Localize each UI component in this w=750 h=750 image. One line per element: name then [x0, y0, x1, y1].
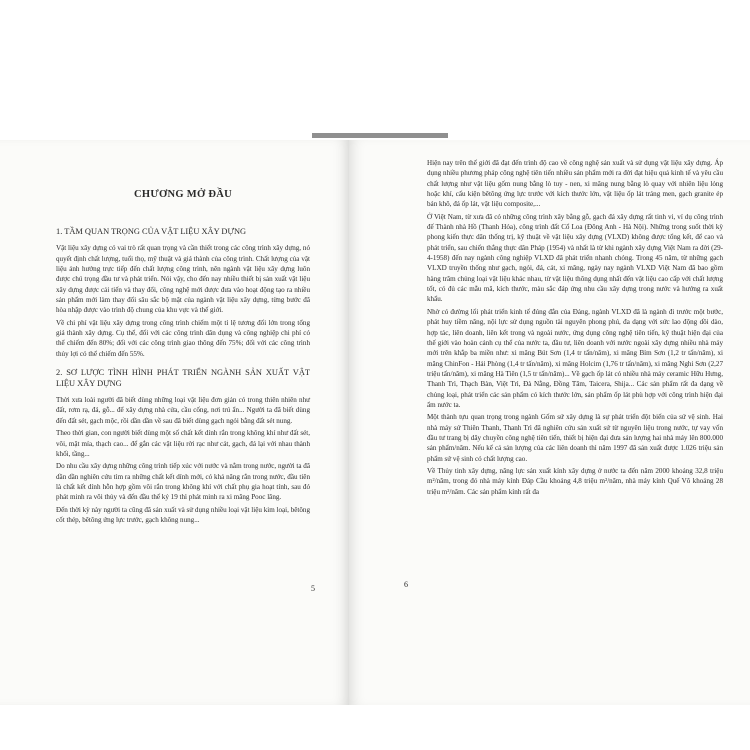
- paragraph: Do nhu cầu xây dựng những công trình tiếp xúc với nước và nằm trong nước, người ta đã dần dần nghiên cứu tìm ra những chất kết dính mới, có khả năng rắn trong nước, đầu tiên là chất kết dính hỗn hợp gồm vôi rắn trong không khí với chất phụ gia hoạt tính, sau đó phát minh ra vôi thủy và đến đầu thế kỷ 19 thì phát minh ra xi măng Pooc lăng.: [56, 462, 310, 502]
- chapter-title: CHƯƠNG MỞ ĐẦU: [134, 189, 232, 200]
- section1-heading: 1. TẦM QUAN TRỌNG CỦA VẬT LIỆU XÂY DỰNG: [56, 227, 247, 237]
- paragraph: Về chi phí vật liệu xây dựng trong công trình chiếm một tỉ lệ tương đối lớn trong tổng giá thành xây dựng. Cụ thể, đối với các công trình dân dụng và công nghiệp chi phí có thể chiếm đến 80%; đối với các công trình giao thông đến 75%; đối với các công trình thủy lợi có thể chiếm đến 55%.: [56, 318, 310, 358]
- left-page: [0, 140, 349, 705]
- paragraph: Nhờ có đường lối phát triển kinh tế đúng đắn của Đảng, ngành VLXD đã là ngành đi trước một bước, phát huy tiềm năng, nội lực sử dụng nguồn tài nguyên phong phú, đa dạng với sức lao động dồi dào, hợp tác, liên doanh, liên kết trong và ngoài nước, ứng dụng công nghệ tiên tiến, kỹ thuật hiện đại của thế giới vào hoàn cảnh cụ thể của nước ta, đầu tư, liên doanh với nước ngoài xây dựng nhiều nhà máy mới trên khắp ba miền như: xi măng Bút Sơn (1,4 tr tấn/năm), xi măng Bỉm Sơn (1,2 tr tấn/năm), xi măng ChinFon - Hải Phòng (1,4 tr tấn/năm), xi măng Holcim (1,76 tr tấn/năm), xi măng Nghi Sơn (2,27 triệu tấn/năm), xi măng Hà Tiên (1,5 tr tấn/năm)... Về gạch ốp lát có nhiều nhà máy ceramic Hữu Hưng, Thanh Trì, Thạch Bàn, Việt Trì, Đà Nẵng, Đồng Tâm, Taicera, Shija... Các sản phẩm rất đa dạng về chủng loại, phát triển các sản phẩm có kích thước lớn, sản phẩm ốp lát phù hợp với công trình hiện đại ẩm nước ta.: [427, 307, 723, 409]
- paragraph: Vật liệu xây dựng có vai trò rất quan trọng và cần thiết trong các công trình xây dựng, nó quyết định chất lượng, tuổi thọ, mỹ thuật và giá thành của công trình. Chất lượng của vật liệu ảnh hưởng trực tiếp đến chất lượng công trình, nên ngành vật liệu xây dựng luôn được chú trọng đầu tư và phát triển. Nói vậy, cho đến nay nhiều thiết bị sản xuất vật liệu xây dựng được cải tiến và thay đổi, công nghệ mới được đưa vào hoạt động tạo ra nhiều sản phẩm mới làm thay đổi sâu sắc bộ mặt của ngành vật liệu xây dựng, từng bước đã hòa nhập được vào trình độ chung của khu vực và thế giới.: [56, 244, 310, 315]
- paragraph: Hiện nay trên thế giới đã đạt đến trình độ cao về công nghệ sản xuất và sử dụng vật liệu xây dựng. Áp dụng nhiều phương pháp công nghệ tiên tiến nhiều sản phẩm mới ra đời đạt hiệu quả kinh tế và yêu cầu chất lượng như vật liệu gốm nung bằng lò tuy - nen, xi măng nung bằng lò quay với nhiên liệu lỏng hoặc khí, cấu kiện bêtông ứng lực trước với kích thước lớn, vật liệu ốp lát tráng men, gạch granite ép bán khô, đá ốp lát, vật liệu composite,...: [427, 159, 723, 209]
- paragraph: Thời xưa loài người đã biết dùng những loại vật liệu đơn giản có trong thiên nhiên như đất, rơm rạ, đá, gỗ... để xây dựng nhà cửa, cầu cống, nơi trú ẩn... Người ta đã biết dùng đến đất sét, gạch mộc, rồi dần dần về sau đã biết dùng gạch ngói bằng đất sét nung.: [56, 396, 310, 425]
- page-number: 6: [404, 580, 408, 589]
- left-page-text-column: [56, 190, 310, 527]
- paragraph: Ở Việt Nam, từ xưa đã có những công trình xây bằng gỗ, gạch đá xây dựng rất tinh vi, ví dụ công trình đế Thành nhà Hồ (Thanh Hóa), công trình đất Cổ Loa (Đông Anh - Hà Nội). Những trong suốt thời kỳ phong kiến thực dân thống trị, kỹ thuật về vật liệu xây dựng (VLXD) không được tổng kết, để cao và phát triển, sau chiến thắng thực dân Pháp (1954) và nhất là từ khi ngành xây dựng Việt Nam ra đời (29-4-1958) đến nay ngành công nghiệp VLXD đã phát triển nhanh chóng. Trong 45 năm, từ những gạch VLXD truyền thống như gạch, ngói, đá, cát, xi măng, ngày nay ngành VLXD Việt Nam đã bao gồm hàng trăm chủng loại vật liệu khác nhau, từ vật liệu thông dụng nhất đến vật liệu cao cấp với chất lượng tốt, có đủ các mẫu mã, kích thước, màu sắc đáp ứng nhu cầu xây dựng trong nước và hướng ra xuất khẩu.: [427, 212, 723, 304]
- right-page-text-column: [427, 158, 723, 499]
- paragraph: Về Thủy tinh xây dựng, năng lực sản xuất kính xây dựng ở nước ta đến năm 2000 khoảng 32,8 triệu m²/năm, trong đó nhà máy kính Đáp Cầu khoảng 4,8 triệu m²/năm, nhà máy kính Quế Võ khoảng 28 triệu m²/năm. Các sản phẩm kính rất đa: [427, 466, 723, 496]
- page-number: 5: [311, 584, 315, 593]
- paragraph: Đến thời kỳ này người ta cũng đã sản xuất và sử dụng nhiều loại vật liệu kim loại, bêtông cốt thép, bêtông ứng lực trước, gạch không nung...: [56, 505, 310, 524]
- section2-heading: 2. SƠ LƯỢC TÌNH HÌNH PHÁT TRIỂN NGÀNH SẢN XUẤT VẬT LIỆU XÂY DỰNG: [56, 368, 310, 389]
- book-top-shadow: [312, 133, 448, 138]
- paragraph: Một thành tựu quan trọng trong ngành Gốm sứ xây dựng là sự phát triển đột biến của sứ vệ sinh. Hai nhà máy sứ Thiên Thanh, Thanh Trì đã nghiên cứu sản xuất sứ từ nguyên liệu trong nước, tự vay vốn đầu tư trang bị dây chuyền công nghệ tiên tiến, thiết bị hiện đại đưa sản lượng hai nhà máy lên 800.000 sản phẩm/năm. Nếu kể cả sản lượng của các liên doanh thì năm 1997 đã sản xuất được 1.026 triệu sản phẩm sứ vệ sinh có chất lượng cao.: [427, 413, 723, 463]
- paragraph: Theo thời gian, con người biết dùng một số chất kết dính rắn trong không khí như đất sét, vôi, mật mía, thạch cao... để gắn các vật liệu rời rạc như cát, gạch, đá lại với nhau thành khối, tầng...: [56, 429, 310, 458]
- right-page: [349, 140, 750, 705]
